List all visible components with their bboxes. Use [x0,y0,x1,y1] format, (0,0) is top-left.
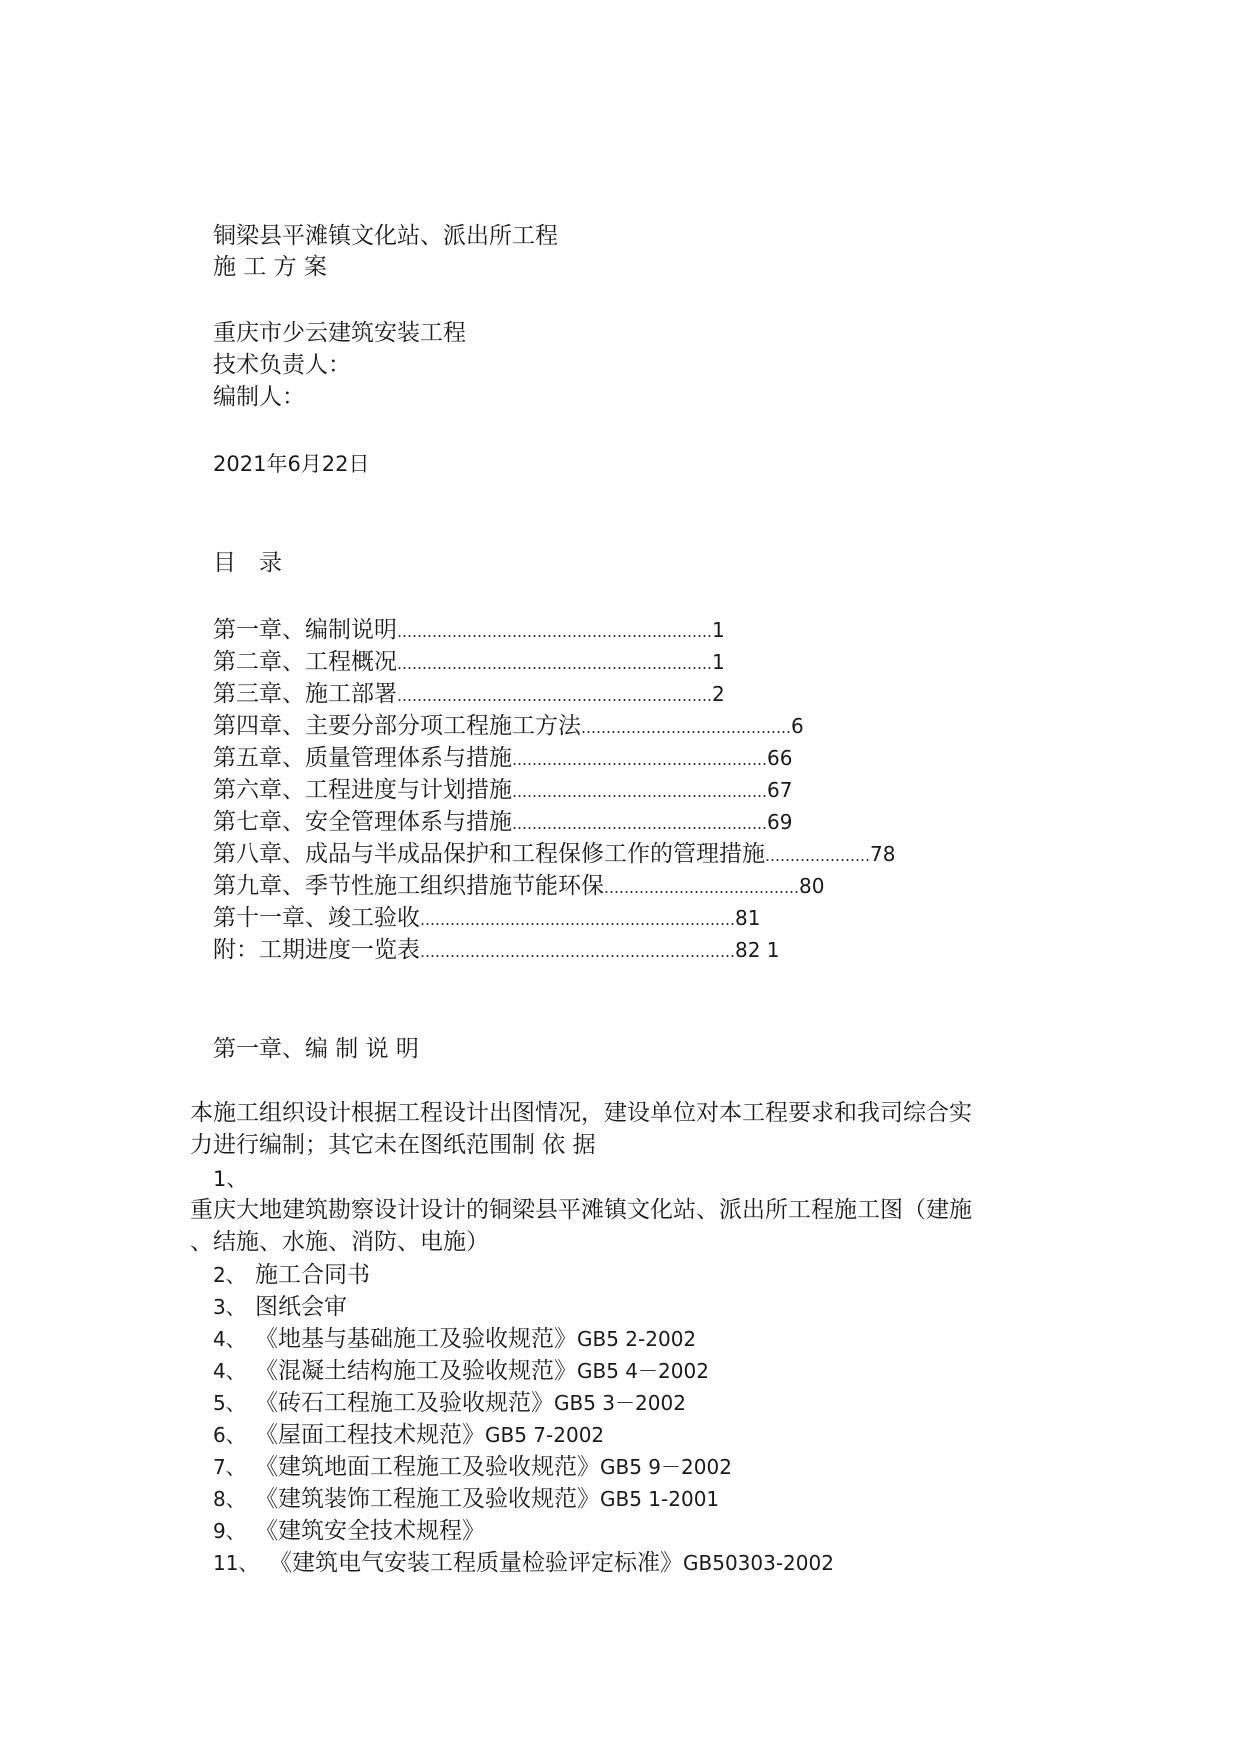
document-date: 2021年6月22日 [213,452,370,476]
toc-page-number: 1 [712,650,725,674]
reference-item: 4、 《混凝土结构施工及验收规范》GB5 4－2002 [213,1358,709,1384]
toc-page-number: 67 [767,778,793,802]
company-name: 重庆市少云建筑安装工程 [213,320,466,346]
reference-item: 3、 图纸会审 [213,1294,347,1320]
toc-page-number: 1 [712,618,725,642]
document-type: 施 工 方 案 [213,254,327,280]
basis-item-number: 1、 [213,1167,248,1191]
reference-item: 8、 《建筑装饰工程施工及验收规范》GB5 1-2001 [213,1486,720,1512]
toc-entry: 第四章、主要分部分项工程施工方法……………………………………6 [213,713,804,739]
toc-page-number: 78 [870,842,896,866]
reference-item: 5、 《砖石工程施工及验收规范》GB5 3－2002 [213,1390,686,1416]
toc-entry: 附：工期进度一览表………………………………………………………82 1 [213,937,780,963]
toc-page-number: 81 [735,906,761,930]
reference-item: 7、 《建筑地面工程施工及验收规范》GB5 9－2002 [213,1454,732,1480]
intro-paragraph-line: 本施工组织设计根据工程设计出图情况，建设单位对本工程要求和我司综合实 [190,1100,972,1126]
toc-entry: 第三章、施工部署………………………………………………………2 [213,681,725,707]
intro-paragraph-line: 力进行编制；其它未在图纸范围制 依 据 [190,1132,596,1158]
compiler-label: 编制人： [213,384,305,410]
toc-page-number: 82 1 [735,938,780,962]
chapter-heading: 第一章、编 制 说 明 [213,1036,419,1062]
reference-item: 2、 施工合同书 [213,1262,370,1288]
toc-entry: 第十一章、竣工验收………………………………………………………81 [213,905,761,931]
toc-page-number: 2 [712,682,725,706]
toc-page-number: 6 [791,714,804,738]
reference-item: 4、 《地基与基础施工及验收规范》GB5 2-2002 [213,1326,697,1352]
reference-item: 6、 《屋面工程技术规范》GB5 7-2002 [213,1422,605,1448]
toc-page-number: 80 [799,874,825,898]
toc-page-number: 69 [767,810,793,834]
toc-heading: 目 录 [213,550,282,576]
toc-entry: 第一章、编制说明………………………………………………………1 [213,617,725,643]
basis-item-text: 重庆大地建筑勘察设计设计的铜梁县平滩镇文化站、派出所工程施工图（建施 [190,1197,972,1223]
toc-entry: 第五章、质量管理体系与措施……………………………………………66 [213,745,793,771]
basis-item-text: 、结施、水施、消防、电施） [190,1229,489,1255]
tech-lead-label: 技术负责人： [213,352,351,378]
reference-item: 11、 《建筑电气安装工程质量检验评定标准》GB50303-2002 [213,1550,834,1576]
reference-item: 9、 《建筑安全技术规程》 [213,1518,485,1544]
toc-entry: 第七章、安全管理体系与措施……………………………………………69 [213,809,793,835]
toc-entry: 第八章、成品与半成品保护和工程保修工作的管理措施…………………78 [213,841,896,867]
project-title: 铜梁县平滩镇文化站、派出所工程 [213,223,558,249]
toc-entry: 第二章、工程概况………………………………………………………1 [213,649,725,675]
toc-entry: 第六章、工程进度与计划措施……………………………………………67 [213,777,793,803]
toc-page-number: 66 [767,746,793,770]
toc-entry: 第九章、季节性施工组织措施节能环保…………………………………80 [213,873,825,899]
